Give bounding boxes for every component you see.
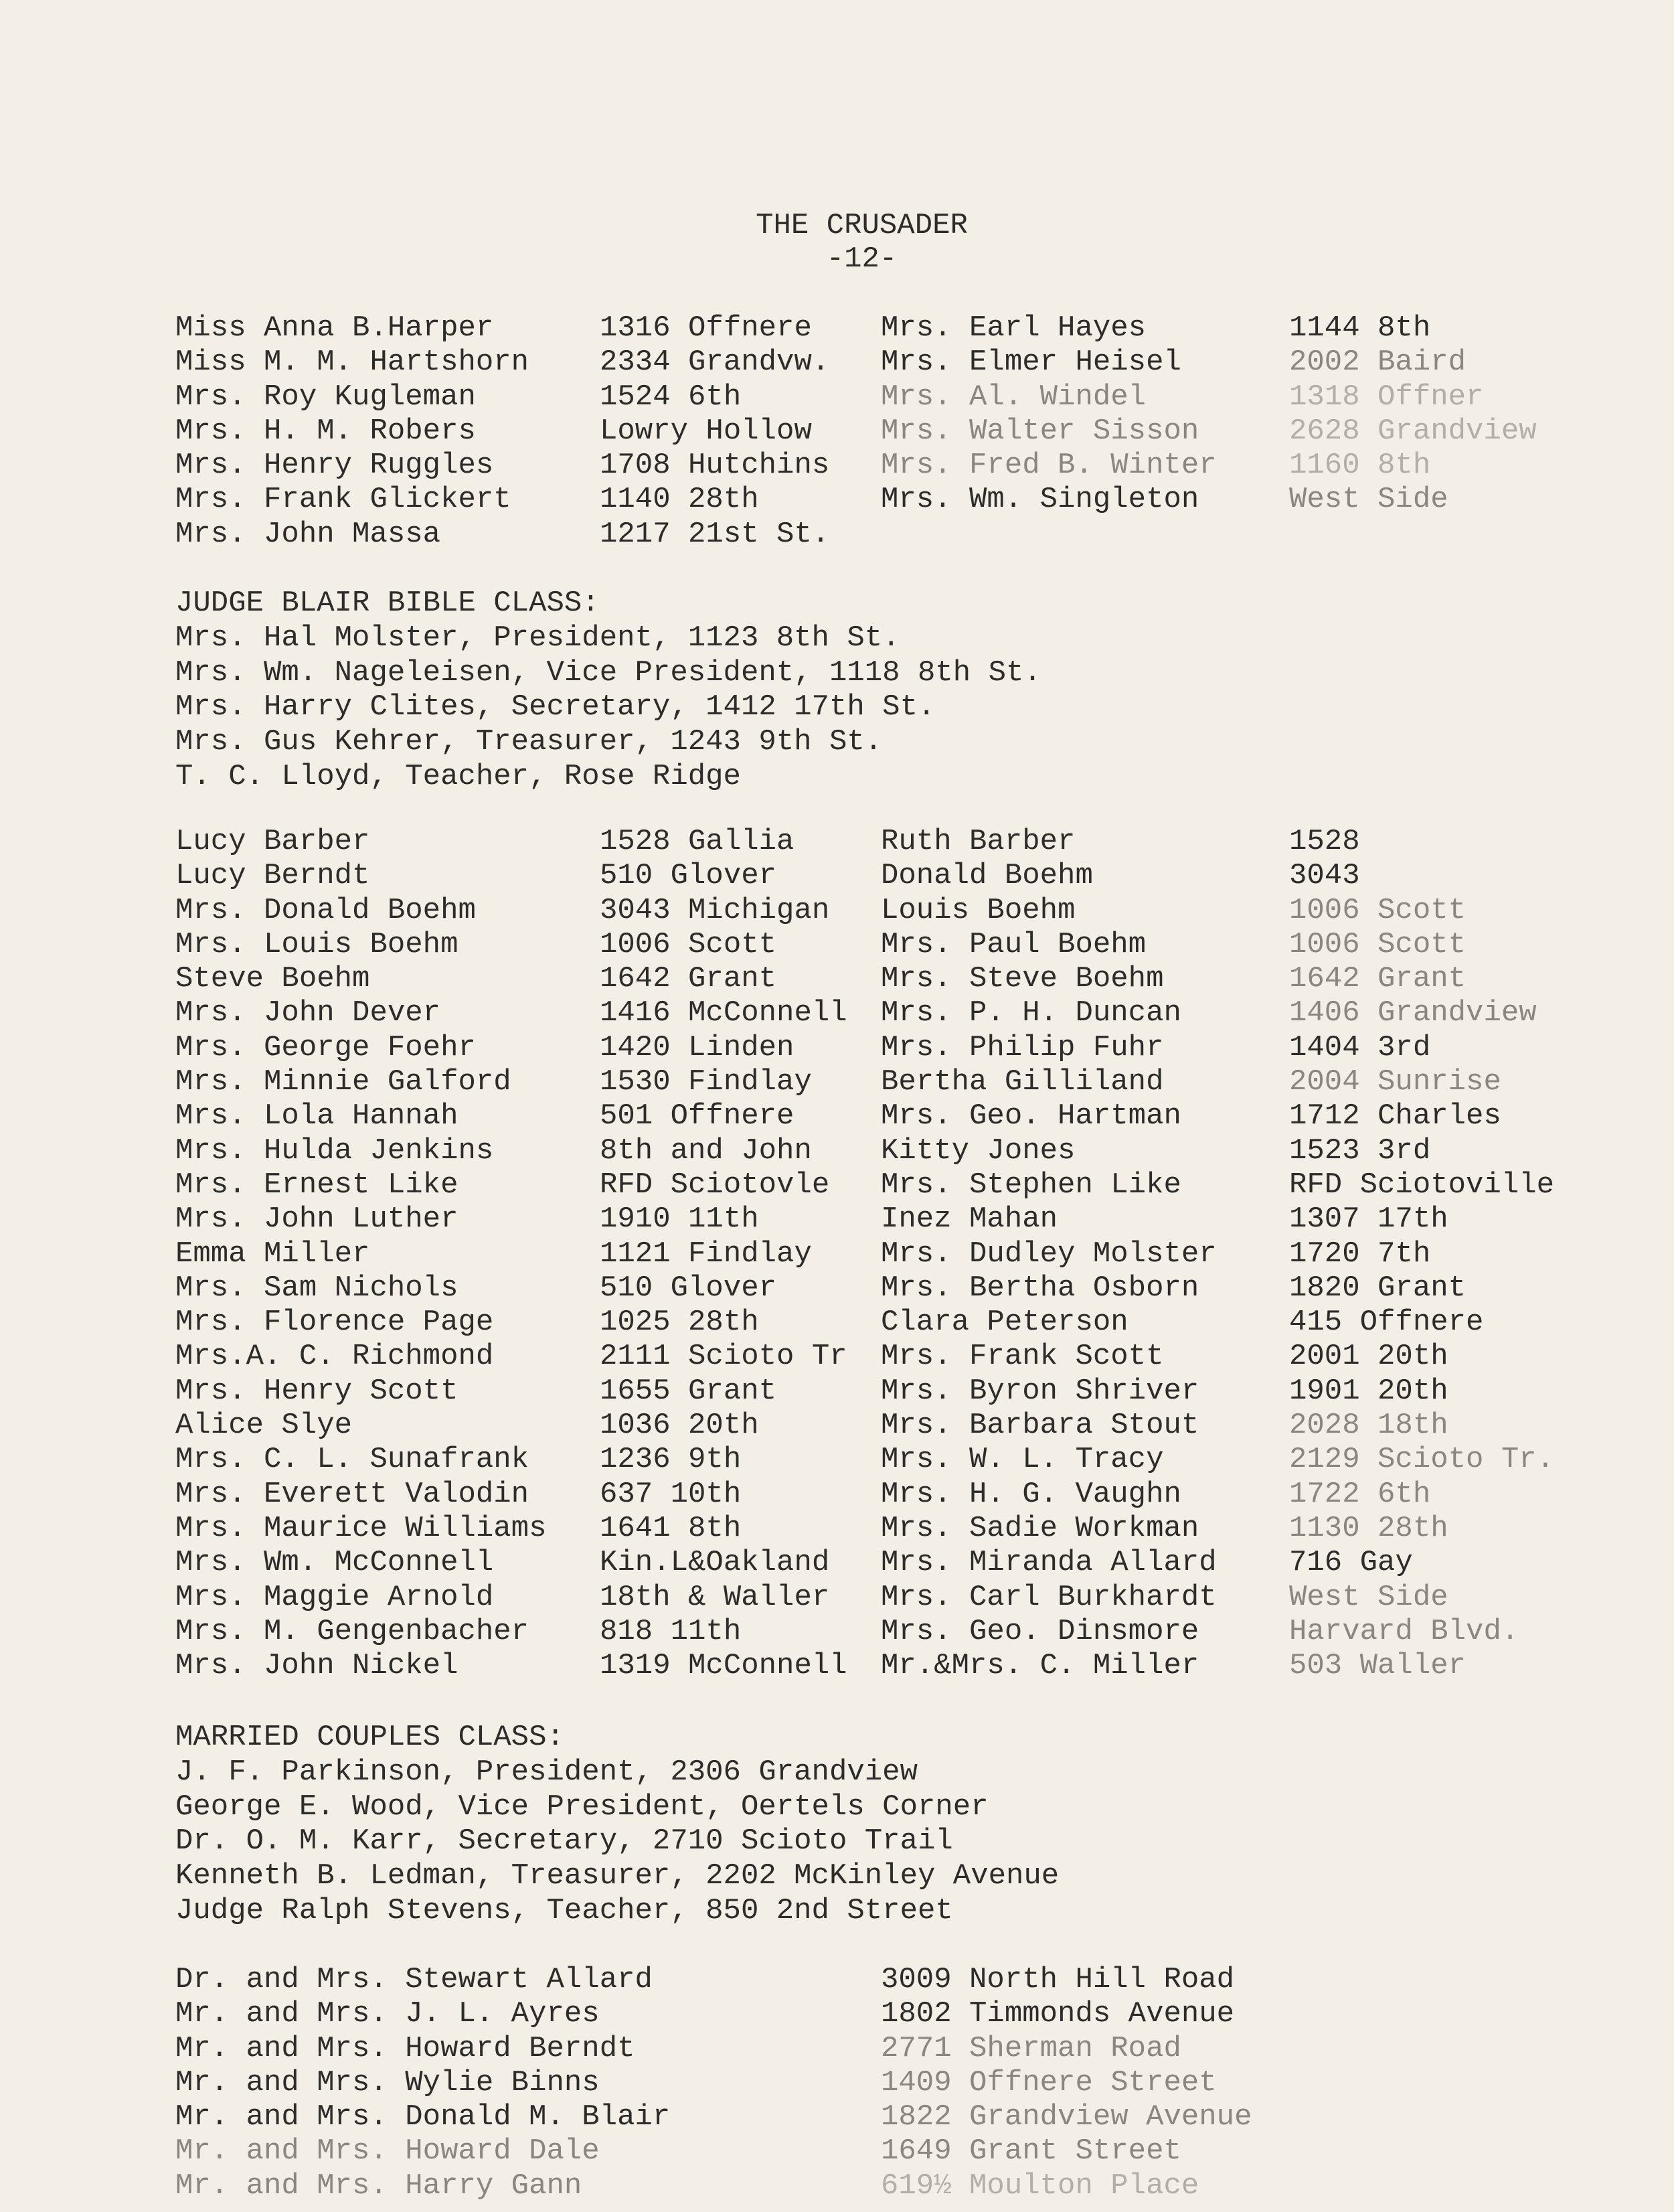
member-address: 1318 Offner — [1289, 380, 1484, 414]
member-name: Louis Boehm — [881, 893, 1076, 927]
list-row — [0, 1202, 1674, 1237]
list-row — [0, 825, 1674, 859]
officer-line: Mrs. Harry Clites, Secretary, 1412 17th St. — [175, 690, 936, 724]
list-row — [0, 1478, 1674, 1512]
list-row — [0, 1031, 1674, 1065]
section-heading: MARRIED COUPLES CLASS: — [175, 1721, 564, 1754]
judge-blair-class — [0, 586, 1674, 795]
member-name: Donald Boehm — [881, 859, 1093, 893]
member-address: 1307 17th — [1289, 1202, 1448, 1237]
member-address: 1524 6th — [600, 380, 742, 414]
member-name: Mrs. Earl Hayes — [881, 311, 1147, 345]
list-row — [0, 449, 1674, 483]
list-row — [0, 1374, 1674, 1409]
member-address: 1910 11th — [600, 1202, 759, 1237]
member-address: 1006 Scott — [1289, 893, 1467, 927]
member-address: 18th & Waller — [600, 1580, 830, 1614]
list-row — [0, 1997, 1674, 2031]
list-row — [0, 1443, 1674, 1477]
member-address: 3043 Michigan — [600, 893, 830, 927]
member-address: 2334 Grandvw. — [600, 345, 830, 380]
member-name: Mrs. Dudley Molster — [881, 1237, 1217, 1271]
member-name: Mr.&Mrs. C. Miller — [881, 1649, 1199, 1683]
list-row — [0, 1134, 1674, 1168]
member-name: Mrs. Ernest Like — [175, 1168, 458, 1202]
member-address: 1655 Grant — [600, 1374, 777, 1408]
member-name: Mrs. Wm. McConnell — [175, 1546, 494, 1580]
page-number: -12- — [826, 242, 898, 276]
member-name: Mrs. Paul Boehm — [881, 927, 1147, 961]
member-address: 1901 20th — [1289, 1374, 1448, 1408]
member-address: 1036 20th — [600, 1409, 759, 1443]
list-row — [0, 996, 1674, 1030]
member-name: Mrs. Frank Scott — [881, 1340, 1164, 1374]
list-row — [0, 1099, 1674, 1133]
member-address: 1820 Grant — [1289, 1271, 1467, 1305]
member-name: Bertha Gilliland — [881, 1065, 1164, 1099]
list-row — [0, 414, 1674, 449]
list-row — [0, 1237, 1674, 1271]
list-row — [0, 2066, 1674, 2100]
member-name: Mrs. Frank Glickert — [175, 483, 511, 517]
list-row — [0, 311, 1674, 345]
list-row — [0, 859, 1674, 893]
member-address: 2001 20th — [1289, 1340, 1448, 1374]
member-address: 1217 21st St. — [600, 517, 830, 551]
member-address: 3043 — [1289, 859, 1360, 893]
member-name: Miss M. M. Hartshorn — [175, 345, 529, 380]
member-address: 8th and John — [600, 1133, 812, 1168]
member-name: Mrs. Hulda Jenkins — [175, 1133, 494, 1168]
member-name: Mrs. Geo. Hartman — [881, 1099, 1181, 1133]
member-address: 1528 — [1289, 825, 1360, 858]
list-row — [0, 962, 1674, 996]
member-address: 1530 Findlay — [600, 1065, 812, 1099]
member-name: Mrs.A. C. Richmond — [175, 1340, 494, 1374]
officer-line: T. C. Lloyd, Teacher, Rose Ridge — [175, 759, 741, 793]
list-row — [0, 2032, 1674, 2066]
member-name: Mrs. Lola Hannah — [175, 1099, 458, 1133]
member-name: Miss Anna B.Harper — [175, 311, 494, 345]
member-address: 1649 Grant Street — [881, 2134, 1181, 2168]
member-address: 1316 Offnere — [600, 311, 812, 345]
list-row — [0, 1963, 1674, 1997]
member-name: Mrs. Steve Boehm — [881, 962, 1164, 996]
member-name: Mrs. Carl Burkhardt — [881, 1580, 1217, 1614]
member-name: Mrs. Sam Nichols — [175, 1271, 458, 1305]
list-row — [0, 1512, 1674, 1546]
member-address: 1416 McConnell — [600, 996, 847, 1030]
member-name: Mrs. Barbara Stout — [881, 1409, 1199, 1443]
member-name: Mr. and Mrs. Wylie Binns — [175, 2065, 600, 2100]
member-name: Mrs. Walter Sisson — [881, 414, 1199, 448]
member-name: Mr. and Mrs. J. L. Ayres — [175, 1997, 600, 2031]
member-name: Mrs. M. Gengenbacher — [175, 1614, 529, 1648]
member-name: Mrs. Bertha Osborn — [881, 1271, 1199, 1305]
member-name: Mrs. Miranda Allard — [881, 1546, 1217, 1580]
member-name: Kitty Jones — [881, 1133, 1076, 1168]
member-address: RFD Sciotoville — [1289, 1168, 1555, 1202]
member-address: 1722 6th — [1289, 1477, 1431, 1511]
member-address: 1006 Scott — [600, 927, 777, 961]
member-name: Mr. and Mrs. Howard Berndt — [175, 2031, 635, 2065]
member-name: Mrs. Stephen Like — [881, 1168, 1181, 1202]
list-row — [0, 1615, 1674, 1649]
list-row — [0, 2134, 1674, 2168]
member-name: Mrs. Byron Shriver — [881, 1374, 1199, 1408]
member-address: Kin.L&Oakland — [600, 1546, 830, 1580]
newsletter-title: THE CRUSADER — [756, 209, 968, 242]
member-address: 3009 North Hill Road — [881, 1963, 1235, 1996]
member-address: 1025 28th — [600, 1306, 759, 1340]
member-name: Mrs. Al. Windel — [881, 380, 1147, 414]
member-name: Mrs. H. G. Vaughn — [881, 1477, 1181, 1511]
member-address: 818 11th — [600, 1614, 742, 1648]
member-address: 510 Glover — [600, 859, 777, 893]
member-address: 1404 3rd — [1289, 1030, 1431, 1064]
member-address: 1121 Findlay — [600, 1237, 812, 1271]
member-list-top — [0, 311, 1674, 552]
member-name: Mrs. P. H. Duncan — [881, 996, 1181, 1030]
member-name: Mrs. Maurice Williams — [175, 1511, 547, 1545]
member-address: 2111 Scioto Tr — [600, 1340, 847, 1374]
officer-line: Mrs. Hal Molster, President, 1123 8th St. — [175, 621, 900, 655]
member-name: Alice Slye — [175, 1409, 353, 1443]
member-address: 1130 28th — [1289, 1511, 1448, 1545]
list-row — [0, 1581, 1674, 1615]
member-address: 1140 28th — [600, 483, 759, 517]
member-name: Mrs. Everett Valodin — [175, 1477, 529, 1511]
member-address: West Side — [1289, 483, 1448, 517]
member-address: 1523 3rd — [1289, 1133, 1431, 1168]
list-row — [0, 2169, 1674, 2203]
member-address: 2771 Sherman Road — [881, 2031, 1181, 2065]
member-name: Mrs. Elmer Heisel — [881, 345, 1181, 380]
member-name: Inez Mahan — [881, 1202, 1058, 1237]
officer-line: Mrs. Gus Kehrer, Treasurer, 1243 9th St. — [175, 725, 883, 759]
member-address: 1160 8th — [1289, 449, 1431, 483]
member-name: Mrs. John Massa — [175, 517, 441, 551]
member-address: 619½ Moulton Place — [881, 2168, 1199, 2203]
member-address: 1528 Gallia — [600, 825, 794, 858]
member-address: 1641 8th — [600, 1511, 742, 1545]
officer-line: Mrs. Wm. Nageleisen, Vice President, 1118 8th St. — [175, 655, 1041, 690]
member-name: Mrs. H. M. Robers — [175, 414, 476, 448]
member-address: 1409 Offnere Street — [881, 2065, 1217, 2100]
member-address: 2129 Scioto Tr. — [1289, 1443, 1555, 1477]
judge-blair-members — [0, 825, 1674, 1683]
member-address: 415 Offnere — [1289, 1306, 1484, 1340]
officer-line: J. F. Parkinson, President, 2306 Grandview — [175, 1755, 918, 1789]
member-name: Mrs. Fred B. Winter — [881, 449, 1217, 483]
member-address: 1720 7th — [1289, 1237, 1431, 1271]
list-row — [0, 1546, 1674, 1580]
member-name: Mrs. Sadie Workman — [881, 1511, 1199, 1545]
list-row — [0, 380, 1674, 414]
member-name: Mrs. Geo. Dinsmore — [881, 1614, 1199, 1648]
member-address: 1708 Hutchins — [600, 449, 830, 483]
list-row — [0, 345, 1674, 380]
list-row — [0, 894, 1674, 928]
member-address: 1006 Scott — [1289, 927, 1467, 961]
member-name: Mrs. W. L. Tracy — [881, 1443, 1164, 1477]
member-address: 510 Glover — [600, 1271, 777, 1305]
member-name: Dr. and Mrs. Stewart Allard — [175, 1963, 653, 1996]
list-row — [0, 1271, 1674, 1306]
member-address: 1406 Grandview — [1289, 996, 1537, 1030]
list-row — [0, 1306, 1674, 1340]
member-address: 1642 Grant — [600, 962, 777, 996]
list-row — [0, 1065, 1674, 1099]
member-name: Mrs. George Foehr — [175, 1030, 476, 1064]
married-couples-members — [0, 1963, 1674, 2203]
member-name: Lucy Berndt — [175, 859, 370, 893]
member-name: Mrs. Donald Boehm — [175, 893, 476, 927]
officer-line: George E. Wood, Vice President, Oertels Corner — [175, 1790, 989, 1824]
member-address: West Side — [1289, 1580, 1448, 1614]
member-name: Mr. and Mrs. Howard Dale — [175, 2134, 600, 2168]
member-address: 716 Gay — [1289, 1546, 1413, 1580]
member-address: 1642 Grant — [1289, 962, 1467, 996]
list-row — [0, 1168, 1674, 1202]
member-name: Lucy Barber — [175, 825, 370, 858]
member-name: Mrs. Maggie Arnold — [175, 1580, 494, 1614]
member-name: Mrs. Florence Page — [175, 1306, 494, 1340]
member-name: Mr. and Mrs. Harry Gann — [175, 2168, 582, 2203]
list-row — [0, 483, 1674, 517]
member-address: 1822 Grandview Avenue — [881, 2100, 1252, 2134]
member-name: Mrs. John Dever — [175, 996, 441, 1030]
member-address: 503 Waller — [1289, 1649, 1467, 1683]
member-address: RFD Sciotovle — [600, 1168, 830, 1202]
member-address: 1144 8th — [1289, 311, 1431, 345]
member-address: 1420 Linden — [600, 1030, 794, 1064]
member-name: Mrs. Henry Scott — [175, 1374, 458, 1408]
member-address: 2028 18th — [1289, 1409, 1448, 1443]
officer-line: Kenneth B. Ledman, Treasurer, 2202 McKinley Avenue — [175, 1859, 1060, 1893]
member-address: 2628 Grandview — [1289, 414, 1537, 448]
officer-line: Judge Ralph Stevens, Teacher, 850 2nd Street — [175, 1893, 953, 1927]
list-row — [0, 2100, 1674, 2134]
list-row — [0, 518, 1674, 552]
member-name: Mrs. Louis Boehm — [175, 927, 458, 961]
list-row — [0, 1649, 1674, 1683]
member-name: Mrs. C. L. Sunafrank — [175, 1443, 529, 1477]
member-name: Mrs. Minnie Galford — [175, 1065, 511, 1099]
member-name: Mrs. John Nickel — [175, 1649, 458, 1683]
member-name: Emma Miller — [175, 1237, 370, 1271]
member-name: Ruth Barber — [881, 825, 1076, 858]
member-address: 1712 Charles — [1289, 1099, 1501, 1133]
list-row — [0, 928, 1674, 962]
member-address: 2002 Baird — [1289, 345, 1467, 380]
member-address: Harvard Blvd. — [1289, 1614, 1519, 1648]
member-address: 2004 Sunrise — [1289, 1065, 1501, 1099]
member-name: Mrs. Henry Ruggles — [175, 449, 494, 483]
section-heading: JUDGE BLAIR BIBLE CLASS: — [175, 586, 600, 620]
married-couples-class — [0, 1721, 1674, 1929]
member-name: Clara Peterson — [881, 1306, 1128, 1340]
member-name: Mrs. Philip Fuhr — [881, 1030, 1164, 1064]
member-address: 1236 9th — [600, 1443, 742, 1477]
member-address: 501 Offnere — [600, 1099, 794, 1133]
member-name: Steve Boehm — [175, 962, 370, 996]
member-address: 1319 McConnell — [600, 1649, 847, 1683]
member-name: Mrs. Roy Kugleman — [175, 380, 476, 414]
member-name: Mrs. Wm. Singleton — [881, 483, 1199, 517]
list-row — [0, 1340, 1674, 1374]
list-row — [0, 1409, 1674, 1443]
member-name: Mr. and Mrs. Donald M. Blair — [175, 2100, 671, 2134]
officer-line: Dr. O. M. Karr, Secretary, 2710 Scioto Trail — [175, 1824, 953, 1859]
member-address: 1802 Timmonds Avenue — [881, 1997, 1235, 2031]
member-name: Mrs. John Luther — [175, 1202, 458, 1237]
member-address: Lowry Hollow — [600, 414, 812, 448]
member-address: 637 10th — [600, 1477, 742, 1511]
